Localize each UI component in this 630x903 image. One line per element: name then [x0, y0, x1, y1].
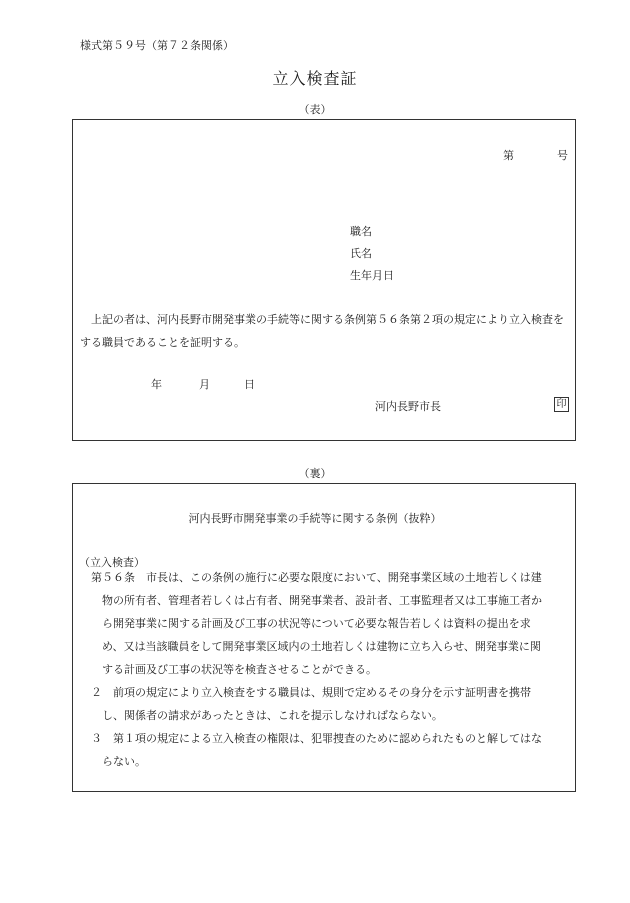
- article-56-line: め、又は当該職員をして開発事業区域内の土地若しくは建物に立ち入らせ、開発事業に関: [102, 640, 541, 653]
- front-side-label: （表）: [298, 103, 332, 116]
- certificate-number-suffix: 号: [557, 149, 568, 162]
- article-56-line: ら開発事業に関する計画及び工事の状況等について必要な報告若しくは資料の提出を求: [102, 617, 531, 630]
- date-month-label: 月: [199, 378, 210, 391]
- paragraph-2-line: し、関係者の請求があったときは、これを提示しなければならない。: [102, 709, 443, 722]
- date-day-label: 日: [244, 378, 255, 391]
- article-56-line: 物の所有者、管理者若しくは占有者、開発事業者、設計者、工事監理者又は工事施工者か: [102, 594, 542, 607]
- ordinance-title: 河内長野市開発事業の手続等に関する条例（抜粋）: [188, 512, 442, 525]
- back-side-label: （裏）: [298, 467, 332, 480]
- paragraph-3-line: らない。: [102, 755, 146, 768]
- form-number: 様式第５９号（第７２条関係）: [80, 39, 234, 52]
- front-card: [72, 119, 576, 441]
- paragraph-2-line: ２ 前項の規定により立入検査をする職員は、規則で定めるその身分を示す証明書を携帯: [91, 686, 531, 699]
- field-date-of-birth: 生年月日: [350, 269, 394, 282]
- paragraph-3-line: ３ 第１項の規定による立入検査の権限は、犯罪捜査のために認められたものと解してはな: [91, 732, 542, 745]
- certification-text: 上記の者は、河内長野市開発事業の手続等に関する条例第５６条第２項の規定により立入検査をする職員であることを証明する。: [80, 313, 564, 349]
- seal-mark: 印: [554, 397, 569, 412]
- section-heading: （立入検査）: [79, 556, 145, 569]
- article-56-line: する計画及び工事の状況等を検査させることができる。: [102, 663, 377, 676]
- field-name: 氏名: [350, 247, 372, 260]
- field-job-title: 職名: [350, 225, 372, 238]
- article-56-line: 第５６条 市長は、この条例の施行に必要な限度において、開発事業区域の土地若しくは建: [91, 571, 542, 584]
- issuer-name: 河内長野市長: [375, 400, 441, 413]
- certificate-number-prefix: 第: [503, 149, 514, 162]
- page-title: 立入検査証: [272, 69, 358, 88]
- date-year-label: 年: [151, 378, 162, 391]
